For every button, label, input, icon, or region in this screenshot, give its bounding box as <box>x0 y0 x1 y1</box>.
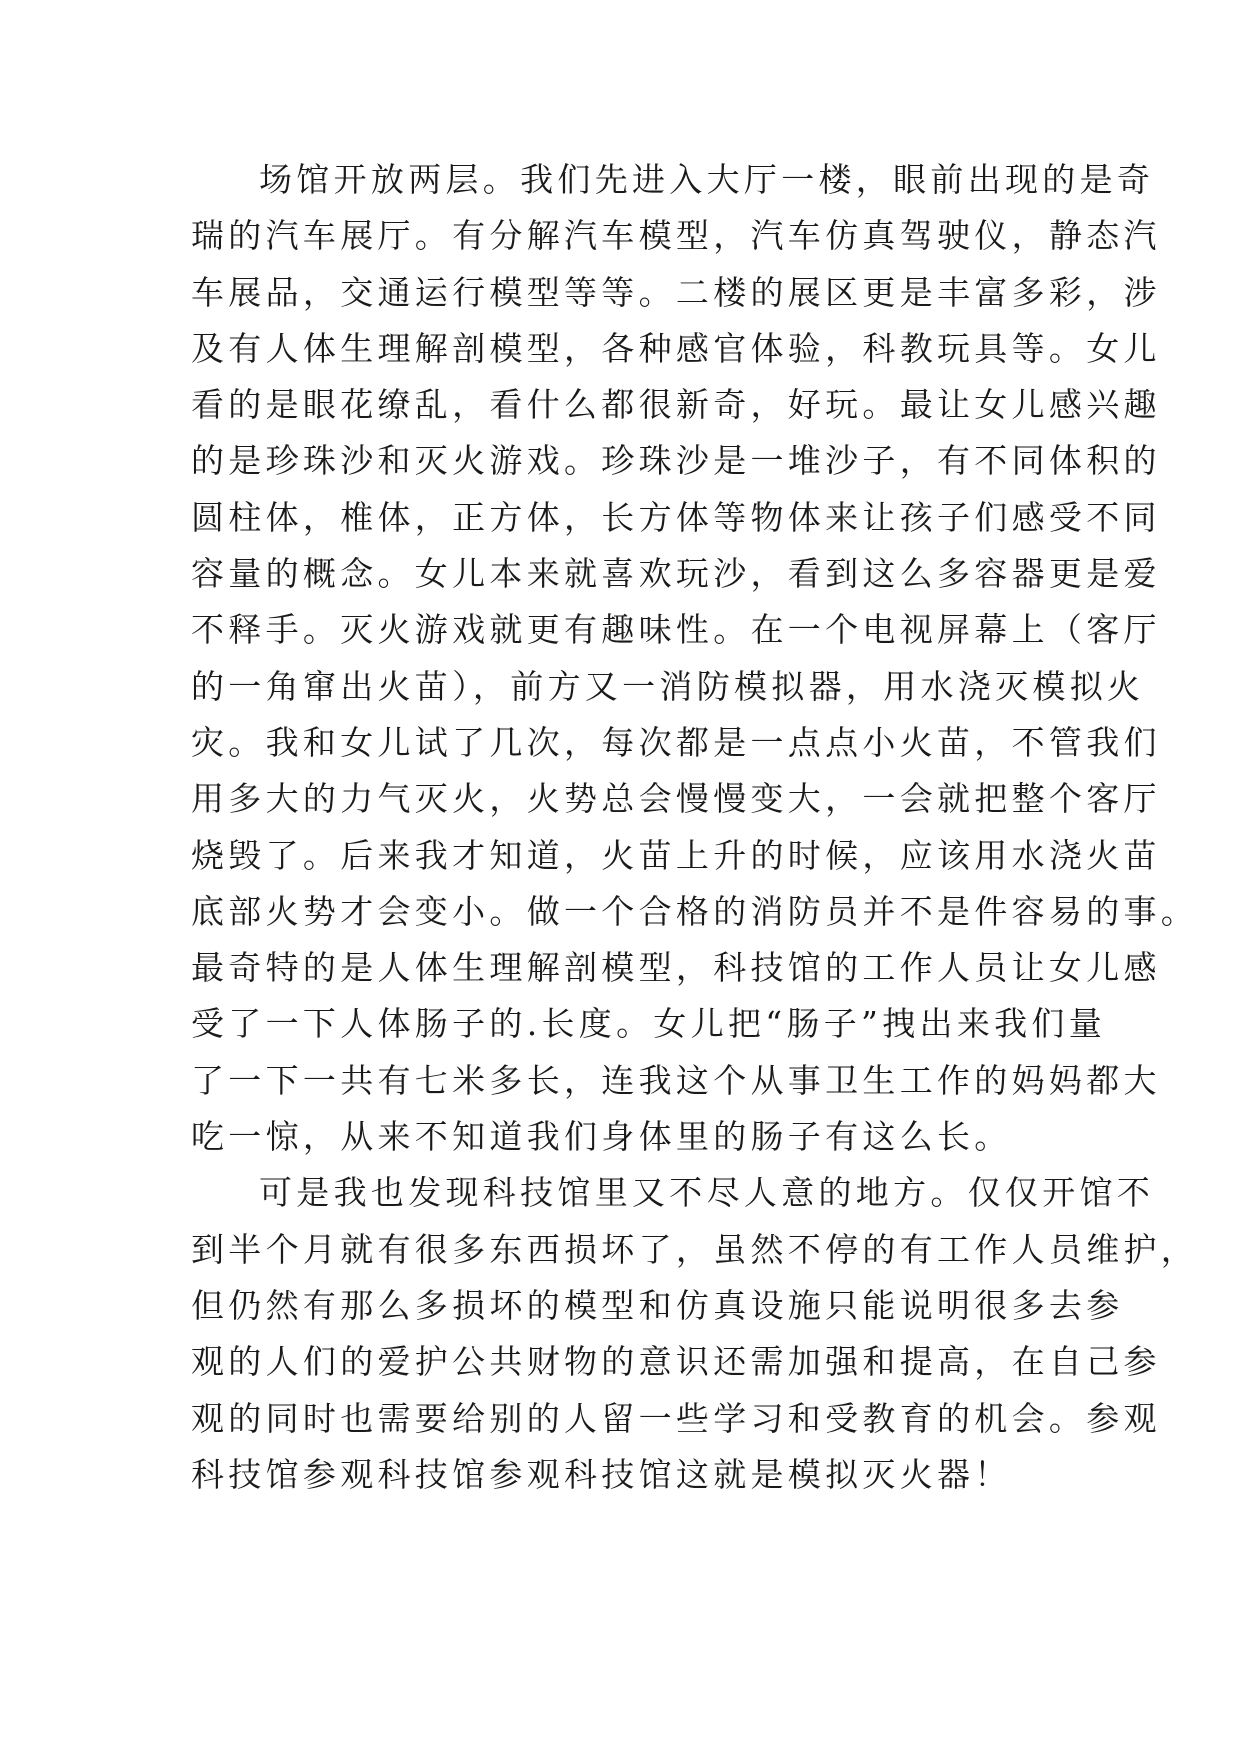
text-line: 灾。我和女儿试了几次，每次都是一点点小火苗，不管我们 <box>191 722 1161 762</box>
text-line: 圆柱体，椎体，正方体，长方体等物体来让孩子们感受不同 <box>191 497 1161 537</box>
text-line: 及有人体生理解剖模型，各种感官体验，科教玩具等。女儿 <box>191 328 1161 368</box>
text-line: 的是珍珠沙和灭火游戏。珍珠沙是一堆沙子，有不同体积的 <box>191 441 1161 481</box>
text-line: 底部火势才会变小。做一个合格的消防员并不是件容易的事。 <box>191 891 1199 931</box>
text-line: 不释手。灭火游戏就更有趣味性。在一个电视屏幕上（客厅 <box>191 610 1161 650</box>
text-line: 车展品，交通运行模型等等。二楼的展区更是丰富多彩，涉 <box>191 272 1161 312</box>
text-line: 看的是眼花缭乱，看什么都很新奇，好玩。最让女儿感兴趣 <box>191 385 1161 425</box>
text-line: 到半个月就有很多东西损坏了，虽然不停的有工作人员维护， <box>191 1229 1199 1269</box>
text-line: 场馆开放两层。我们先进入大厅一楼，眼前出现的是奇 <box>259 160 1155 199</box>
text-line: 了一下一共有七米多长，连我这个从事卫生工作的妈妈都大 <box>191 1060 1161 1100</box>
text-line: 烧毁了。后来我才知道，火苗上升的时候，应该用水浇火苗 <box>191 835 1161 875</box>
text-line: 瑞的汽车展厅。有分解汽车模型，汽车仿真驾驶仪，静态汽 <box>191 216 1161 256</box>
text-line: 吃一惊，从来不知道我们身体里的肠子有这么长。 <box>191 1117 1012 1157</box>
text-line: 的一角窜出火苗），前方又一消防模拟器，用水浇灭模拟火 <box>191 666 1145 706</box>
text-line: 但仍然有那么多损坏的模型和仿真设施只能说明很多去参 <box>191 1285 1124 1325</box>
document-body <box>191 152 1199 1503</box>
text-line: 观的人们的爱护公共财物的意识还需加强和提高，在自己参 <box>191 1342 1161 1382</box>
paragraph-1 <box>191 152 1199 1165</box>
text-line: 科技馆参观科技馆参观科技馆这就是模拟灭火器！ <box>191 1454 1012 1494</box>
text-line: 用多大的力气灭火，火势总会慢慢变大，一会就把整个客厅 <box>191 779 1161 819</box>
text-line: 观的同时也需要给别的人留一些学习和受教育的机会。参观 <box>191 1398 1161 1438</box>
text-line: 受了一下人体肠子的.长度。女儿把“肠子”拽出来我们量 <box>191 1004 1107 1044</box>
paragraph-2 <box>191 1165 1199 1503</box>
text-line: 可是我也发现科技馆里又不尽人意的地方。仅仅开馆不 <box>259 1173 1155 1213</box>
text-line: 最奇特的是人体生理解剖模型，科技馆的工作人员让女儿感 <box>191 948 1161 988</box>
text-line: 容量的概念。女儿本来就喜欢玩沙，看到这么多容器更是爱 <box>191 554 1161 594</box>
